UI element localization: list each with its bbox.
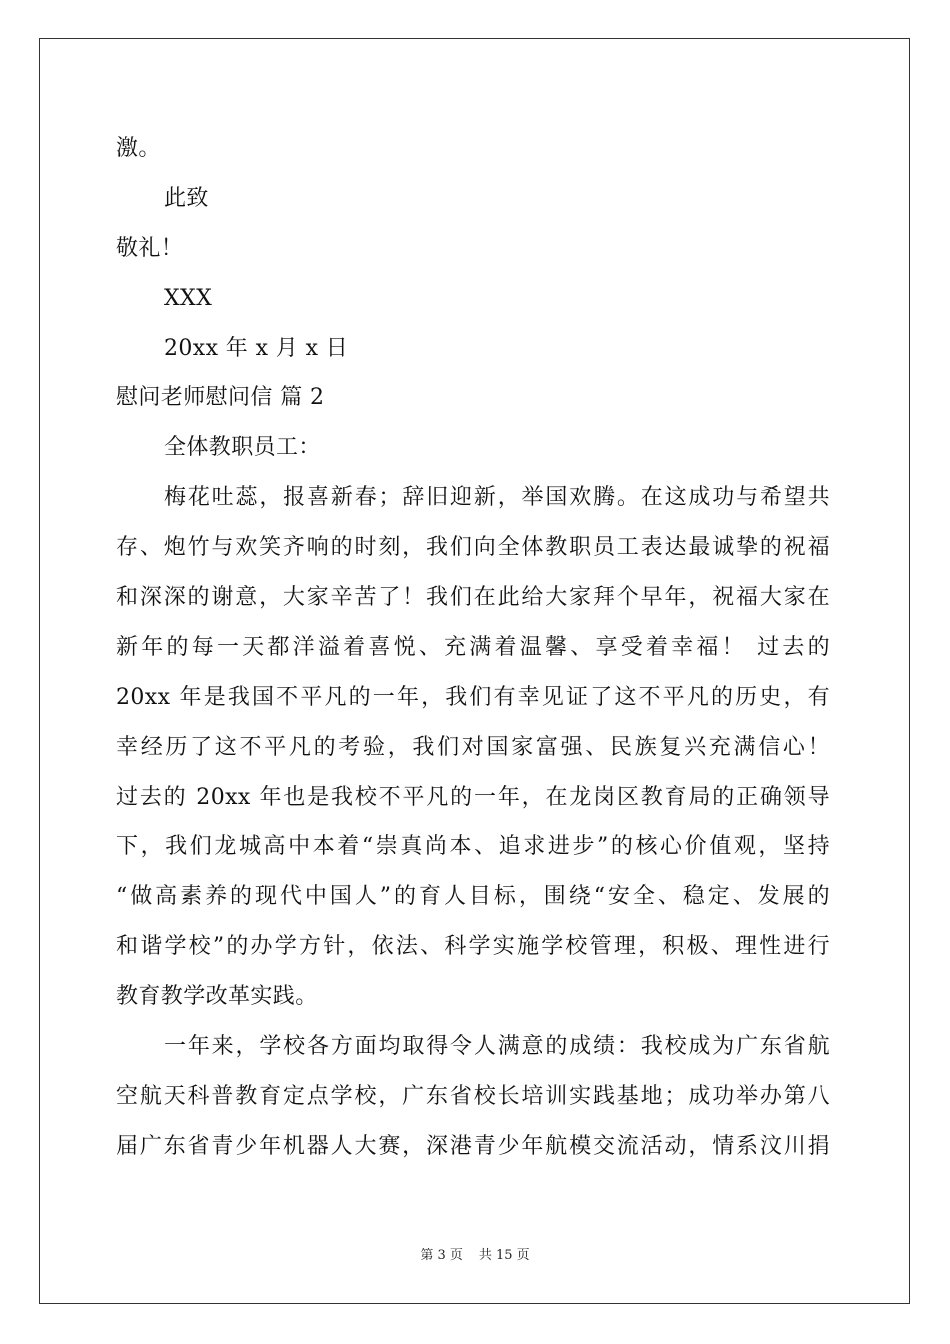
paragraph-line: 20xx 年是我国不平凡的一年，我们有幸见证了这不平凡的历史，有 xyxy=(116,685,830,710)
paragraph-line: 空航天科普教育定点学校，广东省校长培训实践基地；成功举办第八 xyxy=(116,1084,830,1109)
paragraph-line: 届广东省青少年机器人大赛，深港青少年航模交流活动，情系汶川捐 xyxy=(116,1134,830,1159)
page-number: 第 3 页 xyxy=(420,1248,463,1263)
paragraph-line: 教育教学改革实践。 xyxy=(116,984,318,1009)
section-title: 慰问老师慰问信 篇 2 xyxy=(116,385,325,410)
page-total: 共 15 页 xyxy=(478,1248,530,1263)
text-line: 激。 xyxy=(116,136,161,161)
paragraph-line: 和谐学校”的办学方针，依法、科学实施学校管理，积极、理性进行 xyxy=(116,934,830,959)
closing-salutation: 此致 xyxy=(164,186,209,211)
page-frame xyxy=(39,38,910,1304)
paragraph-line: 幸经历了这不平凡的考验，我们对国家富强、民族复兴充满信心！ xyxy=(116,735,830,760)
paragraph-line: 新年的每一天都洋溢着喜悦、充满着温馨、享受着幸福！ 过去的 xyxy=(116,635,830,660)
paragraph-line: 下，我们龙城高中本着“崇真尚本、追求进步”的核心价值观，坚持 xyxy=(116,834,830,859)
signature: XXX xyxy=(164,286,213,311)
letter-date: 20xx 年 x 月 x 日 xyxy=(164,336,349,361)
letter-greeting: 全体教职员工： xyxy=(164,435,321,460)
paragraph-line: 和深深的谢意，大家辛苦了！我们在此给大家拜个早年，祝福大家在 xyxy=(116,585,830,610)
paragraph-line: 一年来，学校各方面均取得令人满意的成绩：我校成为广东省航 xyxy=(164,1034,830,1059)
paragraph-line: 过去的 20xx 年也是我校不平凡的一年，在龙岗区教育局的正确领导 xyxy=(116,785,830,810)
paragraph-line: 梅花吐蕊，报喜新春；辞旧迎新，举国欢腾。在这成功与希望共 xyxy=(164,485,830,510)
closing-regards: 敬礼！ xyxy=(116,236,184,261)
paragraph-line: “做高素养的现代中国人”的育人目标，围绕“安全、稳定、发展的 xyxy=(116,884,830,909)
page-footer xyxy=(0,1248,950,1264)
paragraph-line: 存、炮竹与欢笑齐响的时刻，我们向全体教职员工表达最诚挚的祝福 xyxy=(116,535,830,560)
